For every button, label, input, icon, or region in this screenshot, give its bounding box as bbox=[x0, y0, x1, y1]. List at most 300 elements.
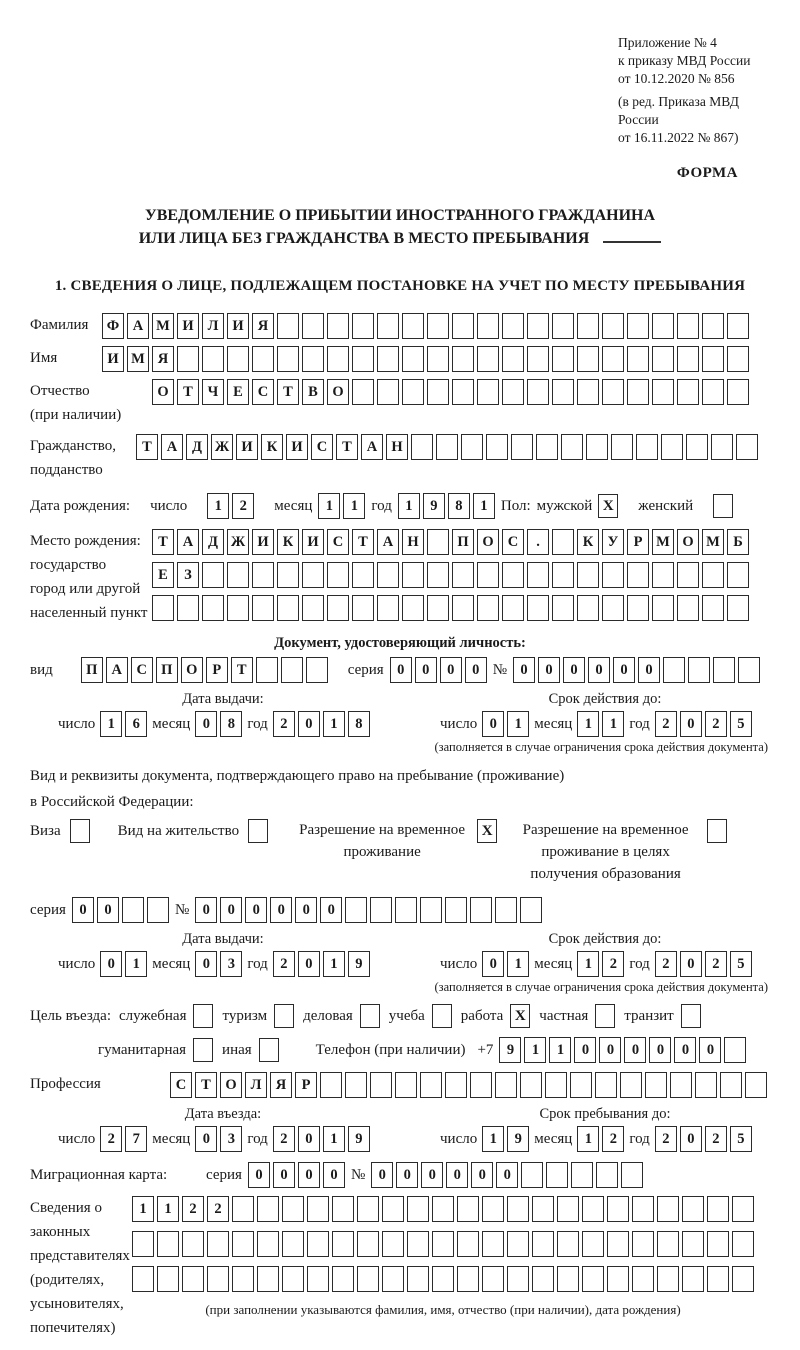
char-cell[interactable] bbox=[377, 379, 399, 405]
char-cell[interactable]: Т bbox=[336, 434, 358, 460]
char-cell[interactable]: 0 bbox=[680, 951, 702, 977]
char-cell[interactable] bbox=[157, 1266, 179, 1292]
char-cell[interactable] bbox=[713, 657, 735, 683]
char-cell[interactable]: И bbox=[236, 434, 258, 460]
char-cell[interactable] bbox=[570, 1072, 592, 1098]
char-cell[interactable]: Я bbox=[270, 1072, 292, 1098]
char-cell[interactable] bbox=[632, 1231, 654, 1257]
char-cell[interactable]: 0 bbox=[599, 1037, 621, 1063]
char-cell[interactable]: 1 bbox=[507, 951, 529, 977]
char-cell[interactable]: У bbox=[602, 529, 624, 555]
char-cell[interactable] bbox=[557, 1196, 579, 1222]
char-cell[interactable]: 0 bbox=[195, 711, 217, 737]
char-cell[interactable] bbox=[395, 1072, 417, 1098]
char-cell[interactable]: Е bbox=[152, 562, 174, 588]
char-cell[interactable]: Т bbox=[136, 434, 158, 460]
char-cell[interactable] bbox=[352, 379, 374, 405]
char-cell[interactable] bbox=[327, 595, 349, 621]
char-cell[interactable] bbox=[407, 1266, 429, 1292]
char-cell[interactable]: 1 bbox=[323, 951, 345, 977]
char-cell[interactable]: Т bbox=[177, 379, 199, 405]
char-cell[interactable] bbox=[307, 1196, 329, 1222]
char-cell[interactable]: 1 bbox=[602, 711, 624, 737]
char-cell[interactable] bbox=[352, 562, 374, 588]
char-cell[interactable]: 1 bbox=[549, 1037, 571, 1063]
char-cell[interactable]: 0 bbox=[396, 1162, 418, 1188]
char-cell[interactable]: Т bbox=[231, 657, 253, 683]
char-cell[interactable] bbox=[520, 897, 542, 923]
char-cell[interactable]: 1 bbox=[482, 1126, 504, 1152]
char-cell[interactable] bbox=[627, 595, 649, 621]
char-cell[interactable]: 5 bbox=[730, 711, 752, 737]
char-cell[interactable] bbox=[571, 1162, 593, 1188]
char-cell[interactable] bbox=[607, 1231, 629, 1257]
char-cell[interactable]: 1 bbox=[100, 711, 122, 737]
char-cell[interactable] bbox=[652, 379, 674, 405]
char-cell[interactable]: И bbox=[227, 313, 249, 339]
char-cell[interactable] bbox=[577, 595, 599, 621]
char-cell[interactable] bbox=[602, 562, 624, 588]
char-cell[interactable] bbox=[702, 346, 724, 372]
char-cell[interactable]: Н bbox=[386, 434, 408, 460]
char-cell[interactable] bbox=[302, 595, 324, 621]
char-cell[interactable] bbox=[520, 1072, 542, 1098]
char-cell[interactable]: 0 bbox=[638, 657, 660, 683]
char-cell[interactable] bbox=[477, 595, 499, 621]
visa-checkbox[interactable] bbox=[70, 819, 90, 843]
char-cell[interactable] bbox=[546, 1162, 568, 1188]
char-cell[interactable] bbox=[327, 562, 349, 588]
char-cell[interactable]: 2 bbox=[602, 951, 624, 977]
char-cell[interactable]: 0 bbox=[674, 1037, 696, 1063]
char-cell[interactable] bbox=[256, 657, 278, 683]
char-cell[interactable] bbox=[620, 1072, 642, 1098]
char-cell[interactable]: 8 bbox=[220, 711, 242, 737]
char-cell[interactable] bbox=[357, 1196, 379, 1222]
char-cell[interactable] bbox=[407, 1231, 429, 1257]
char-cell[interactable] bbox=[207, 1231, 229, 1257]
char-cell[interactable]: 0 bbox=[323, 1162, 345, 1188]
char-cell[interactable] bbox=[132, 1266, 154, 1292]
char-cell[interactable]: Т bbox=[195, 1072, 217, 1098]
char-cell[interactable]: Т bbox=[277, 379, 299, 405]
char-cell[interactable] bbox=[427, 346, 449, 372]
char-cell[interactable]: 0 bbox=[471, 1162, 493, 1188]
char-cell[interactable]: 8 bbox=[448, 493, 470, 519]
char-cell[interactable]: 0 bbox=[563, 657, 585, 683]
char-cell[interactable] bbox=[602, 595, 624, 621]
char-cell[interactable]: 0 bbox=[446, 1162, 468, 1188]
other-checkbox[interactable] bbox=[259, 1038, 279, 1062]
char-cell[interactable] bbox=[122, 897, 144, 923]
char-cell[interactable] bbox=[595, 1072, 617, 1098]
char-cell[interactable]: З bbox=[177, 562, 199, 588]
char-cell[interactable]: . bbox=[527, 529, 549, 555]
char-cell[interactable] bbox=[577, 562, 599, 588]
char-cell[interactable] bbox=[420, 897, 442, 923]
char-cell[interactable] bbox=[652, 313, 674, 339]
char-cell[interactable]: С bbox=[252, 379, 274, 405]
char-cell[interactable] bbox=[521, 1162, 543, 1188]
char-cell[interactable]: 7 bbox=[125, 1126, 147, 1152]
char-cell[interactable]: Р bbox=[627, 529, 649, 555]
char-cell[interactable]: 0 bbox=[390, 657, 412, 683]
char-cell[interactable] bbox=[332, 1196, 354, 1222]
char-cell[interactable]: 1 bbox=[132, 1196, 154, 1222]
char-cell[interactable]: И bbox=[252, 529, 274, 555]
char-cell[interactable] bbox=[677, 346, 699, 372]
char-cell[interactable] bbox=[657, 1196, 679, 1222]
char-cell[interactable] bbox=[688, 657, 710, 683]
char-cell[interactable]: 2 bbox=[655, 711, 677, 737]
char-cell[interactable]: Д bbox=[186, 434, 208, 460]
char-cell[interactable]: 0 bbox=[371, 1162, 393, 1188]
char-cell[interactable] bbox=[432, 1266, 454, 1292]
char-cell[interactable]: П bbox=[452, 529, 474, 555]
char-cell[interactable]: 5 bbox=[730, 951, 752, 977]
char-cell[interactable] bbox=[457, 1231, 479, 1257]
char-cell[interactable] bbox=[382, 1196, 404, 1222]
char-cell[interactable] bbox=[402, 379, 424, 405]
char-cell[interactable] bbox=[602, 379, 624, 405]
char-cell[interactable] bbox=[157, 1231, 179, 1257]
char-cell[interactable] bbox=[502, 313, 524, 339]
char-cell[interactable] bbox=[411, 434, 433, 460]
char-cell[interactable] bbox=[482, 1231, 504, 1257]
char-cell[interactable] bbox=[632, 1266, 654, 1292]
char-cell[interactable] bbox=[621, 1162, 643, 1188]
char-cell[interactable]: 1 bbox=[323, 711, 345, 737]
char-cell[interactable]: 0 bbox=[440, 657, 462, 683]
char-cell[interactable]: 0 bbox=[195, 951, 217, 977]
char-cell[interactable] bbox=[177, 595, 199, 621]
char-cell[interactable] bbox=[502, 595, 524, 621]
char-cell[interactable]: А bbox=[361, 434, 383, 460]
char-cell[interactable]: 0 bbox=[97, 897, 119, 923]
char-cell[interactable]: А bbox=[377, 529, 399, 555]
char-cell[interactable] bbox=[682, 1231, 704, 1257]
study-checkbox[interactable] bbox=[432, 1004, 452, 1028]
char-cell[interactable] bbox=[502, 379, 524, 405]
char-cell[interactable]: В bbox=[302, 379, 324, 405]
char-cell[interactable]: 2 bbox=[655, 951, 677, 977]
char-cell[interactable] bbox=[257, 1266, 279, 1292]
char-cell[interactable]: О bbox=[152, 379, 174, 405]
char-cell[interactable]: С bbox=[311, 434, 333, 460]
char-cell[interactable] bbox=[677, 562, 699, 588]
private-checkbox[interactable] bbox=[595, 1004, 615, 1028]
char-cell[interactable] bbox=[461, 434, 483, 460]
char-cell[interactable] bbox=[327, 346, 349, 372]
char-cell[interactable]: Е bbox=[227, 379, 249, 405]
char-cell[interactable] bbox=[607, 1196, 629, 1222]
char-cell[interactable] bbox=[302, 562, 324, 588]
char-cell[interactable] bbox=[377, 313, 399, 339]
char-cell[interactable] bbox=[132, 1231, 154, 1257]
char-cell[interactable]: Н bbox=[402, 529, 424, 555]
char-cell[interactable] bbox=[307, 1231, 329, 1257]
char-cell[interactable]: 1 bbox=[524, 1037, 546, 1063]
char-cell[interactable] bbox=[745, 1072, 767, 1098]
char-cell[interactable] bbox=[577, 379, 599, 405]
char-cell[interactable] bbox=[477, 562, 499, 588]
char-cell[interactable] bbox=[395, 897, 417, 923]
char-cell[interactable] bbox=[402, 595, 424, 621]
char-cell[interactable] bbox=[552, 595, 574, 621]
char-cell[interactable] bbox=[370, 897, 392, 923]
char-cell[interactable]: Л bbox=[245, 1072, 267, 1098]
char-cell[interactable] bbox=[532, 1266, 554, 1292]
transit-checkbox[interactable] bbox=[681, 1004, 701, 1028]
char-cell[interactable] bbox=[445, 897, 467, 923]
char-cell[interactable] bbox=[707, 1196, 729, 1222]
char-cell[interactable]: 2 bbox=[232, 493, 254, 519]
char-cell[interactable]: Ж bbox=[227, 529, 249, 555]
char-cell[interactable] bbox=[602, 313, 624, 339]
sex-female-checkbox[interactable] bbox=[713, 494, 733, 518]
char-cell[interactable] bbox=[486, 434, 508, 460]
char-cell[interactable]: Т bbox=[352, 529, 374, 555]
temporary-residence-education-checkbox[interactable] bbox=[707, 819, 727, 843]
char-cell[interactable] bbox=[457, 1196, 479, 1222]
char-cell[interactable]: 1 bbox=[473, 493, 495, 519]
char-cell[interactable]: 9 bbox=[348, 951, 370, 977]
char-cell[interactable] bbox=[352, 346, 374, 372]
char-cell[interactable]: 0 bbox=[273, 1162, 295, 1188]
char-cell[interactable] bbox=[627, 346, 649, 372]
char-cell[interactable] bbox=[502, 346, 524, 372]
char-cell[interactable] bbox=[202, 595, 224, 621]
char-cell[interactable] bbox=[436, 434, 458, 460]
char-cell[interactable]: 1 bbox=[323, 1126, 345, 1152]
char-cell[interactable] bbox=[477, 313, 499, 339]
char-cell[interactable] bbox=[682, 1266, 704, 1292]
char-cell[interactable] bbox=[452, 313, 474, 339]
char-cell[interactable] bbox=[306, 657, 328, 683]
char-cell[interactable]: 9 bbox=[348, 1126, 370, 1152]
char-cell[interactable] bbox=[302, 346, 324, 372]
char-cell[interactable]: 0 bbox=[195, 897, 217, 923]
char-cell[interactable]: М bbox=[702, 529, 724, 555]
char-cell[interactable]: 9 bbox=[507, 1126, 529, 1152]
char-cell[interactable]: И bbox=[177, 313, 199, 339]
char-cell[interactable] bbox=[552, 562, 574, 588]
char-cell[interactable] bbox=[527, 562, 549, 588]
char-cell[interactable]: 0 bbox=[220, 897, 242, 923]
char-cell[interactable]: 2 bbox=[273, 1126, 295, 1152]
char-cell[interactable] bbox=[627, 379, 649, 405]
char-cell[interactable] bbox=[345, 897, 367, 923]
char-cell[interactable]: 0 bbox=[513, 657, 535, 683]
char-cell[interactable]: 0 bbox=[245, 897, 267, 923]
char-cell[interactable] bbox=[657, 1231, 679, 1257]
char-cell[interactable]: И bbox=[286, 434, 308, 460]
char-cell[interactable] bbox=[577, 346, 599, 372]
residence-permit-checkbox[interactable] bbox=[248, 819, 268, 843]
char-cell[interactable] bbox=[427, 379, 449, 405]
char-cell[interactable] bbox=[511, 434, 533, 460]
char-cell[interactable] bbox=[677, 379, 699, 405]
char-cell[interactable] bbox=[702, 379, 724, 405]
char-cell[interactable]: 1 bbox=[125, 951, 147, 977]
char-cell[interactable]: Л bbox=[202, 313, 224, 339]
char-cell[interactable] bbox=[152, 595, 174, 621]
char-cell[interactable] bbox=[582, 1266, 604, 1292]
char-cell[interactable] bbox=[602, 346, 624, 372]
char-cell[interactable] bbox=[670, 1072, 692, 1098]
char-cell[interactable] bbox=[596, 1162, 618, 1188]
char-cell[interactable]: 2 bbox=[100, 1126, 122, 1152]
char-cell[interactable]: М bbox=[152, 313, 174, 339]
char-cell[interactable]: 1 bbox=[343, 493, 365, 519]
char-cell[interactable] bbox=[477, 346, 499, 372]
char-cell[interactable] bbox=[732, 1196, 754, 1222]
char-cell[interactable] bbox=[702, 595, 724, 621]
char-cell[interactable] bbox=[507, 1231, 529, 1257]
char-cell[interactable] bbox=[402, 562, 424, 588]
char-cell[interactable]: 1 bbox=[577, 711, 599, 737]
char-cell[interactable]: 0 bbox=[298, 711, 320, 737]
char-cell[interactable]: 0 bbox=[298, 1126, 320, 1152]
char-cell[interactable] bbox=[627, 562, 649, 588]
char-cell[interactable] bbox=[677, 595, 699, 621]
char-cell[interactable] bbox=[661, 434, 683, 460]
char-cell[interactable] bbox=[607, 1266, 629, 1292]
char-cell[interactable]: А bbox=[161, 434, 183, 460]
char-cell[interactable]: 9 bbox=[499, 1037, 521, 1063]
char-cell[interactable]: О bbox=[477, 529, 499, 555]
char-cell[interactable]: 0 bbox=[72, 897, 94, 923]
char-cell[interactable]: 0 bbox=[649, 1037, 671, 1063]
char-cell[interactable] bbox=[252, 562, 274, 588]
char-cell[interactable]: 0 bbox=[295, 897, 317, 923]
char-cell[interactable]: 1 bbox=[207, 493, 229, 519]
tourism-checkbox[interactable] bbox=[274, 1004, 294, 1028]
char-cell[interactable] bbox=[382, 1266, 404, 1292]
char-cell[interactable] bbox=[352, 595, 374, 621]
char-cell[interactable] bbox=[470, 1072, 492, 1098]
char-cell[interactable] bbox=[527, 346, 549, 372]
char-cell[interactable]: К bbox=[261, 434, 283, 460]
char-cell[interactable] bbox=[277, 346, 299, 372]
char-cell[interactable]: 0 bbox=[624, 1037, 646, 1063]
char-cell[interactable] bbox=[227, 595, 249, 621]
char-cell[interactable]: 2 bbox=[705, 951, 727, 977]
char-cell[interactable] bbox=[252, 595, 274, 621]
char-cell[interactable]: 2 bbox=[655, 1126, 677, 1152]
char-cell[interactable]: 2 bbox=[273, 951, 295, 977]
char-cell[interactable] bbox=[663, 657, 685, 683]
char-cell[interactable] bbox=[147, 897, 169, 923]
char-cell[interactable]: 0 bbox=[421, 1162, 443, 1188]
char-cell[interactable] bbox=[552, 379, 574, 405]
char-cell[interactable]: Ф bbox=[102, 313, 124, 339]
char-cell[interactable] bbox=[532, 1231, 554, 1257]
char-cell[interactable]: 0 bbox=[298, 951, 320, 977]
char-cell[interactable] bbox=[277, 595, 299, 621]
char-cell[interactable] bbox=[645, 1072, 667, 1098]
char-cell[interactable]: Р bbox=[206, 657, 228, 683]
char-cell[interactable]: М bbox=[652, 529, 674, 555]
char-cell[interactable]: 1 bbox=[507, 711, 529, 737]
char-cell[interactable] bbox=[582, 1231, 604, 1257]
char-cell[interactable] bbox=[357, 1231, 379, 1257]
char-cell[interactable]: С bbox=[502, 529, 524, 555]
char-cell[interactable]: 0 bbox=[699, 1037, 721, 1063]
char-cell[interactable] bbox=[227, 562, 249, 588]
char-cell[interactable]: 0 bbox=[415, 657, 437, 683]
char-cell[interactable]: И bbox=[102, 346, 124, 372]
business-checkbox[interactable] bbox=[360, 1004, 380, 1028]
char-cell[interactable] bbox=[452, 562, 474, 588]
char-cell[interactable]: 2 bbox=[602, 1126, 624, 1152]
char-cell[interactable]: 9 bbox=[423, 493, 445, 519]
char-cell[interactable]: 8 bbox=[348, 711, 370, 737]
char-cell[interactable] bbox=[277, 313, 299, 339]
char-cell[interactable]: А bbox=[106, 657, 128, 683]
char-cell[interactable] bbox=[507, 1266, 529, 1292]
char-cell[interactable]: 0 bbox=[482, 711, 504, 737]
char-cell[interactable] bbox=[702, 562, 724, 588]
char-cell[interactable] bbox=[557, 1266, 579, 1292]
char-cell[interactable]: 0 bbox=[482, 951, 504, 977]
char-cell[interactable] bbox=[177, 346, 199, 372]
char-cell[interactable] bbox=[382, 1231, 404, 1257]
char-cell[interactable] bbox=[282, 1231, 304, 1257]
char-cell[interactable] bbox=[257, 1196, 279, 1222]
char-cell[interactable] bbox=[445, 1072, 467, 1098]
char-cell[interactable]: С bbox=[327, 529, 349, 555]
char-cell[interactable] bbox=[252, 346, 274, 372]
char-cell[interactable]: 1 bbox=[577, 1126, 599, 1152]
char-cell[interactable]: 3 bbox=[220, 951, 242, 977]
char-cell[interactable]: 0 bbox=[613, 657, 635, 683]
char-cell[interactable]: К bbox=[277, 529, 299, 555]
char-cell[interactable] bbox=[736, 434, 758, 460]
char-cell[interactable] bbox=[227, 346, 249, 372]
char-cell[interactable] bbox=[582, 1196, 604, 1222]
char-cell[interactable] bbox=[527, 313, 549, 339]
humanitarian-checkbox[interactable] bbox=[193, 1038, 213, 1062]
char-cell[interactable]: 0 bbox=[588, 657, 610, 683]
work-checkbox[interactable]: X bbox=[510, 1004, 530, 1028]
char-cell[interactable]: 1 bbox=[318, 493, 340, 519]
char-cell[interactable]: О bbox=[220, 1072, 242, 1098]
char-cell[interactable] bbox=[695, 1072, 717, 1098]
char-cell[interactable] bbox=[482, 1196, 504, 1222]
char-cell[interactable] bbox=[677, 313, 699, 339]
char-cell[interactable]: 0 bbox=[496, 1162, 518, 1188]
char-cell[interactable] bbox=[370, 1072, 392, 1098]
char-cell[interactable]: И bbox=[302, 529, 324, 555]
char-cell[interactable] bbox=[702, 313, 724, 339]
char-cell[interactable] bbox=[495, 1072, 517, 1098]
char-cell[interactable]: 1 bbox=[157, 1196, 179, 1222]
char-cell[interactable] bbox=[611, 434, 633, 460]
char-cell[interactable] bbox=[727, 562, 749, 588]
char-cell[interactable] bbox=[557, 1231, 579, 1257]
char-cell[interactable]: 6 bbox=[125, 711, 147, 737]
char-cell[interactable] bbox=[727, 379, 749, 405]
char-cell[interactable]: А bbox=[127, 313, 149, 339]
char-cell[interactable] bbox=[682, 1196, 704, 1222]
char-cell[interactable] bbox=[652, 346, 674, 372]
char-cell[interactable] bbox=[377, 562, 399, 588]
char-cell[interactable] bbox=[711, 434, 733, 460]
char-cell[interactable] bbox=[732, 1231, 754, 1257]
char-cell[interactable]: 0 bbox=[680, 711, 702, 737]
char-cell[interactable]: 0 bbox=[298, 1162, 320, 1188]
